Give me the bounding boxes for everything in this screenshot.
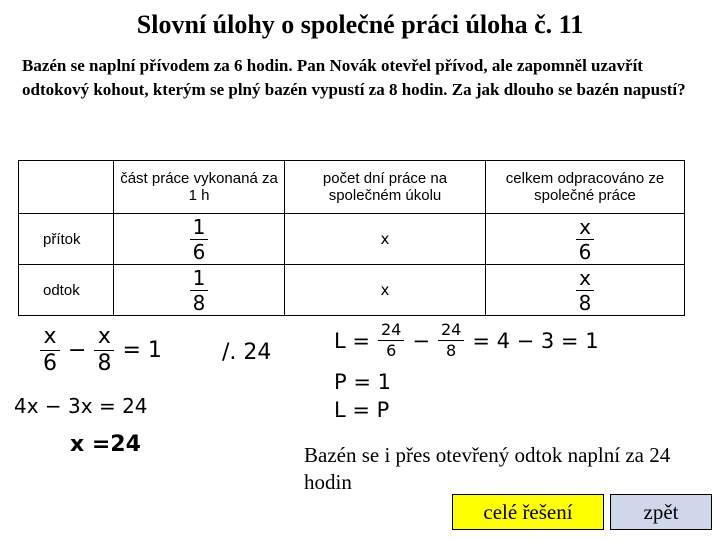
fraction (190, 265, 209, 315)
cell-outflow-days: x (285, 265, 486, 316)
cell-outflow-part (114, 265, 285, 316)
fraction (94, 326, 114, 375)
equation-fractions (40, 326, 162, 375)
table-header-row (19, 161, 685, 214)
equation-lhs: L = (334, 328, 370, 353)
fraction (438, 322, 464, 359)
cell-inflow-days: x (285, 214, 486, 265)
equation-result: x =24 (70, 432, 141, 457)
header-part-per-hour: část práce vykonaná za 1 h (114, 161, 285, 214)
numerator: x (97, 324, 111, 349)
denominator: 8 (97, 351, 112, 376)
numerator: x (579, 265, 591, 290)
back-button[interactable]: zpět (610, 494, 712, 530)
fraction (378, 322, 404, 359)
work-table (18, 160, 685, 316)
cell-outflow-total (486, 265, 685, 316)
equation-rhs: = 1 (122, 338, 162, 363)
page-title: Slovní úlohy o společné práci úloha č. 11 (136, 10, 584, 39)
fraction (576, 265, 595, 315)
fraction (190, 214, 209, 264)
equation-check-conclusion: L = P (334, 398, 390, 422)
answer-text: Bazén se i přes otevřený odtok naplní za 24 hodin (304, 443, 671, 494)
header-empty (19, 161, 114, 214)
equation-rhs: = 4 − 3 = 1 (472, 328, 599, 353)
numerator: 24 (440, 320, 462, 339)
full-solution-button[interactable]: celé řešení (452, 494, 604, 530)
operator: − (412, 328, 430, 353)
row-label-inflow: přítok (19, 214, 114, 265)
header-days: počet dní práce na společném úkolu (285, 161, 486, 214)
fraction (40, 326, 60, 375)
problem-text: Bazén se naplní přívodem za 6 hodin. Pan Novák otevřel přívod, ale zapomněl uzavřít odtokový kohout, kterým se plný bazén vypustí za 8 hodin. Za jak dlouho se bazén napustí? (22, 56, 686, 99)
numerator: x (43, 324, 57, 349)
denominator: 6 (386, 341, 397, 360)
row-label-outflow: odtok (19, 265, 114, 316)
table-row-inflow (19, 214, 685, 265)
denominator: 6 (43, 351, 57, 376)
numerator: x (579, 214, 591, 239)
denominator: 8 (192, 290, 206, 315)
multiplier-note: /. 24 (222, 340, 272, 365)
denominator: 8 (446, 341, 457, 360)
denominator: 8 (578, 290, 592, 315)
numerator: 24 (380, 320, 402, 339)
cell-inflow-part (114, 214, 285, 265)
header-total: celkem odpracováno ze společné práce (486, 161, 685, 214)
denominator: 6 (192, 239, 206, 264)
denominator: 6 (578, 239, 592, 264)
numerator: 1 (192, 265, 206, 290)
cell-inflow-total (486, 214, 685, 265)
numerator: 1 (192, 214, 206, 239)
fraction (576, 214, 595, 264)
equation-check-left (334, 322, 599, 359)
operator: − (68, 338, 87, 363)
equation-linear: 4x − 3x = 24 (14, 394, 148, 418)
table-row-outflow (19, 265, 685, 316)
equation-check-right: P = 1 (334, 370, 391, 394)
